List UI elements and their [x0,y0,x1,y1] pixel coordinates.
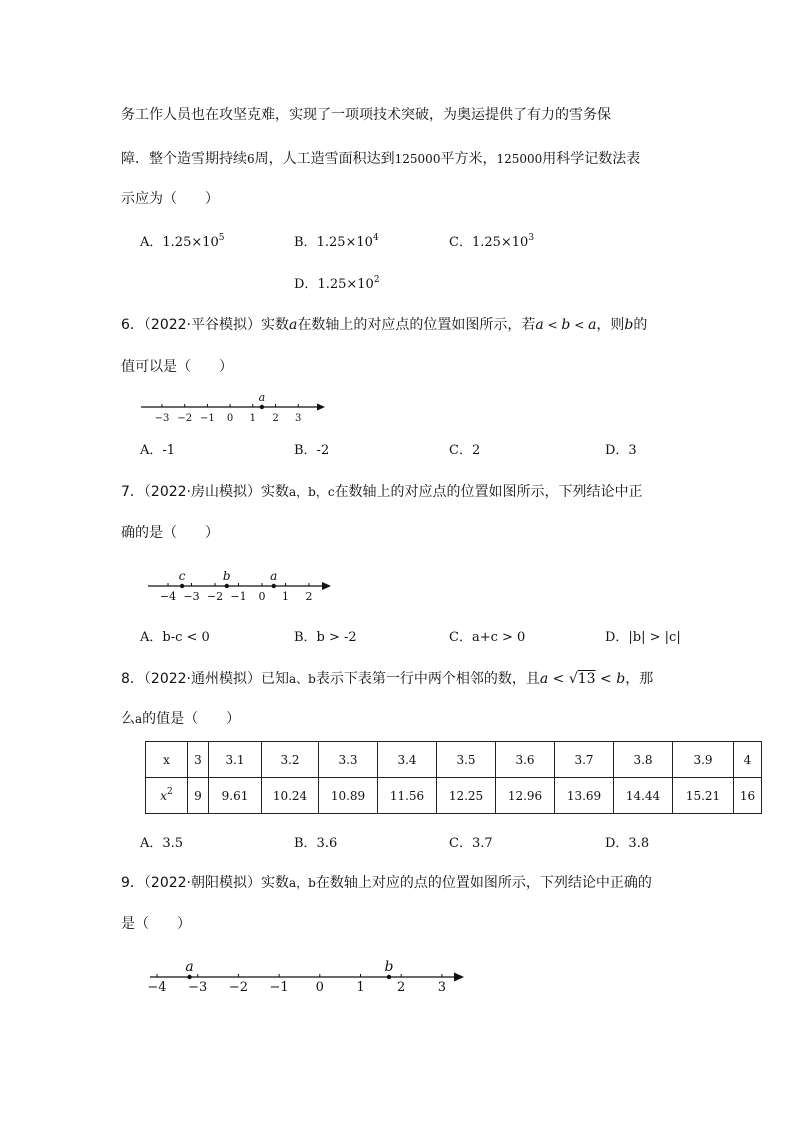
q7-number-line [140,565,340,607]
table-row [146,742,762,778]
axis-tick-label: 2 [305,590,313,603]
axis-tick-label: −2 [177,413,193,424]
table-cell: 15.21 [673,778,734,814]
q6-cond-lt: < [543,318,562,332]
q7-stem-line2: 确的是（ ） [121,525,219,541]
option-exponent: 5 [218,233,225,243]
table-cell: 9.61 [209,778,262,814]
q6-cond-lt: < [570,318,589,332]
table-header-cell: x [146,742,188,778]
axis-tick-label: 0 [226,413,234,424]
q5-area-number-2: 125000 [496,152,543,166]
q6-stem-seg: 的 [633,317,648,333]
axis-tick-label: 1 [249,413,256,424]
q5-area-number: 125000 [394,152,441,166]
q6-stem-line1 [121,315,647,335]
option-label: A． [140,235,163,250]
q8-cond-b: b [616,671,626,687]
option-label: C． [449,235,472,250]
q8-stem-seg: 表示下表第一行中两个相邻的数，且 [315,671,540,687]
q6-var-a: a [289,317,298,333]
axis-point [187,975,191,979]
table-cell: 9 [188,778,209,814]
q5-text-seg: 障．整个造雪期持续 [121,151,247,167]
option-label: D． [294,277,318,292]
table-cell: 13.69 [555,778,614,814]
q8-option-c[interactable]: C．3.7 [449,836,493,851]
q8-stem-seg: 8．（2022·通州模拟）已知 [121,671,289,687]
q9-stem-seg: 在数轴上对应的点的位置如图所示，下列结论中正确的 [315,875,652,891]
q7-vars: a，b，c [289,485,335,499]
axis-tick-label: 2 [272,413,279,424]
q5-option-c[interactable] [449,234,534,252]
q6-cond-a: a [535,317,544,333]
table-cell: 3.3 [319,742,378,778]
table-cell: 3.6 [496,742,555,778]
table-cell: 3.2 [262,742,319,778]
axis-tick-label: 1 [356,980,365,995]
axis-arrow-icon [317,404,325,411]
axis-tick-label: −1 [230,590,247,603]
table-row [146,778,762,814]
q6-cond-b: b [561,317,571,333]
axis-point [260,405,264,409]
axis-point-label: a [270,569,278,583]
axis-tick-label: −1 [269,980,289,995]
option-base: 1.25×10 [471,235,529,250]
axis-point-label: c [178,569,186,583]
q8-stem-seg: 的值是（ ） [142,711,241,727]
q8-var-a: a [135,712,143,726]
axis-tick-label: 3 [437,980,447,995]
option-base: 1.25×10 [162,235,219,250]
axis-tick-label: −3 [188,980,208,995]
table-cell: 14.44 [614,778,673,814]
q7-option-c[interactable]: C．a+c > 0 [449,630,526,645]
table-cell: 3.1 [209,742,262,778]
axis-point-label: b [384,959,394,975]
option-base: 1.25×10 [317,277,374,292]
axis-tick-label: 2 [397,980,406,995]
q6-stem-seg: 6．（2022·平谷模拟）实数 [121,317,289,333]
axis-tick-label: −1 [200,413,215,424]
axis-tick-label: 0 [258,590,266,603]
table-cell: 12.96 [496,778,555,814]
axis-tick-label: 0 [315,980,324,995]
table-cell: 3.4 [378,742,437,778]
q7-stem-seg: 7．（2022·房山模拟）实数 [121,484,289,500]
q8-cond-a: a [539,671,549,687]
q9-number-line [140,955,470,1000]
q9-vars: a，b [289,876,316,890]
q8-stem-seg: 么 [121,711,135,727]
option-exponent: 4 [372,233,379,243]
q7-stem-seg: 在数轴上的对应点的位置如图所示，下列结论中正 [334,484,643,500]
table-cell: 4 [734,742,762,778]
q8-stem-seg: ，那 [625,671,654,687]
axis-tick-label: −4 [147,980,167,995]
q5-option-a[interactable] [140,234,225,252]
q5-weeks: 6 [247,152,255,166]
q6-cond-a: a [588,317,597,333]
table-cell: 3.8 [614,742,673,778]
q6-number-line [135,388,335,428]
q7-option-d[interactable]: D．|b| > |c| [605,630,681,645]
q6-option-a[interactable]: A．-1 [140,443,176,458]
q7-stem-line1 [121,482,643,502]
table-cell: 3 [188,742,209,778]
q5-text-line1: 务工作人员也在攻坚克难，实现了一项项技术突破，为奥运提供了有力的雪务保 [121,107,611,123]
table-cell: 16 [734,778,762,814]
table-cell: 12.25 [437,778,496,814]
q8-stem-line1 [121,669,653,689]
x-squared-base: x [160,788,168,803]
x-squared-exponent: 2 [167,786,173,797]
q6-stem-seg: ，则 [596,317,625,333]
q5-option-d[interactable] [294,276,380,294]
q9-stem-line2: 是（ ） [121,916,191,932]
q8-option-d[interactable]: D．3.8 [605,836,650,851]
q8-option-b[interactable]: B．3.6 [294,836,338,851]
q8-cond-lt: < [548,671,569,687]
axis-tick-label: −2 [206,590,224,603]
axis-point [180,584,184,588]
option-label: B． [294,235,317,250]
q6-var-b: b [624,317,634,333]
axis-arrow-icon [454,973,464,982]
q5-text-line2 [121,149,640,169]
q8-option-a[interactable]: A．3.5 [140,836,184,851]
option-exponent: 2 [373,275,380,285]
q6-option-b[interactable]: B．-2 [294,443,330,458]
q6-stem-line2: 值可以是（ ） [121,359,233,375]
q8-square-table [145,741,762,814]
option-base: 1.25×10 [316,235,373,250]
table-cell: 10.89 [319,778,378,814]
q6-option-d[interactable]: D．3 [605,443,637,458]
q8-cond-lt: < [595,671,617,687]
table-cell: 3.7 [555,742,614,778]
q6-option-c[interactable]: C．2 [449,443,481,458]
q8-sqrt-radicand: 13 [577,671,596,687]
table-cell: 3.5 [437,742,496,778]
q7-option-b[interactable]: B．b > -2 [294,630,357,645]
axis-tick-label: 3 [295,413,302,424]
q5-text-seg: 周，人工造雪面积达到 [254,151,395,167]
axis-point-label: a [185,959,194,975]
q5-text-seg: 用科学记数法表 [542,151,641,167]
q8-stem-line2 [121,709,240,729]
q7-option-a[interactable]: A．b-c < 0 [140,630,210,645]
q8-sqrt: √13 [568,671,596,687]
q6-stem-seg: 在数轴上的对应点的位置如图所示，若 [297,317,536,333]
table-cell: 11.56 [378,778,437,814]
axis-point-label: a [258,391,266,404]
option-exponent: 3 [528,233,535,243]
axis-point [225,584,229,588]
axis-arrow-icon [322,582,331,590]
q5-text-line3: 示应为（ ） [121,191,219,207]
q8-vars: a、b [289,672,316,686]
axis-tick-label: −3 [154,413,170,424]
q5-text-seg: 平方米， [440,151,497,167]
q5-option-b[interactable] [294,234,379,252]
axis-point [387,975,391,979]
axis-point-label: b [222,569,231,583]
q9-stem-line1 [121,873,652,893]
axis-tick-label: −4 [159,590,177,603]
table-cell: 3.9 [673,742,734,778]
table-cell: 10.24 [262,778,319,814]
axis-point [272,584,276,588]
axis-tick-label: −2 [228,980,248,995]
axis-tick-label: −3 [183,590,200,603]
axis-tick-label: 1 [282,590,289,603]
q9-stem-seg: 9．（2022·朝阳模拟）实数 [121,875,289,891]
table-header-cell [146,778,188,814]
